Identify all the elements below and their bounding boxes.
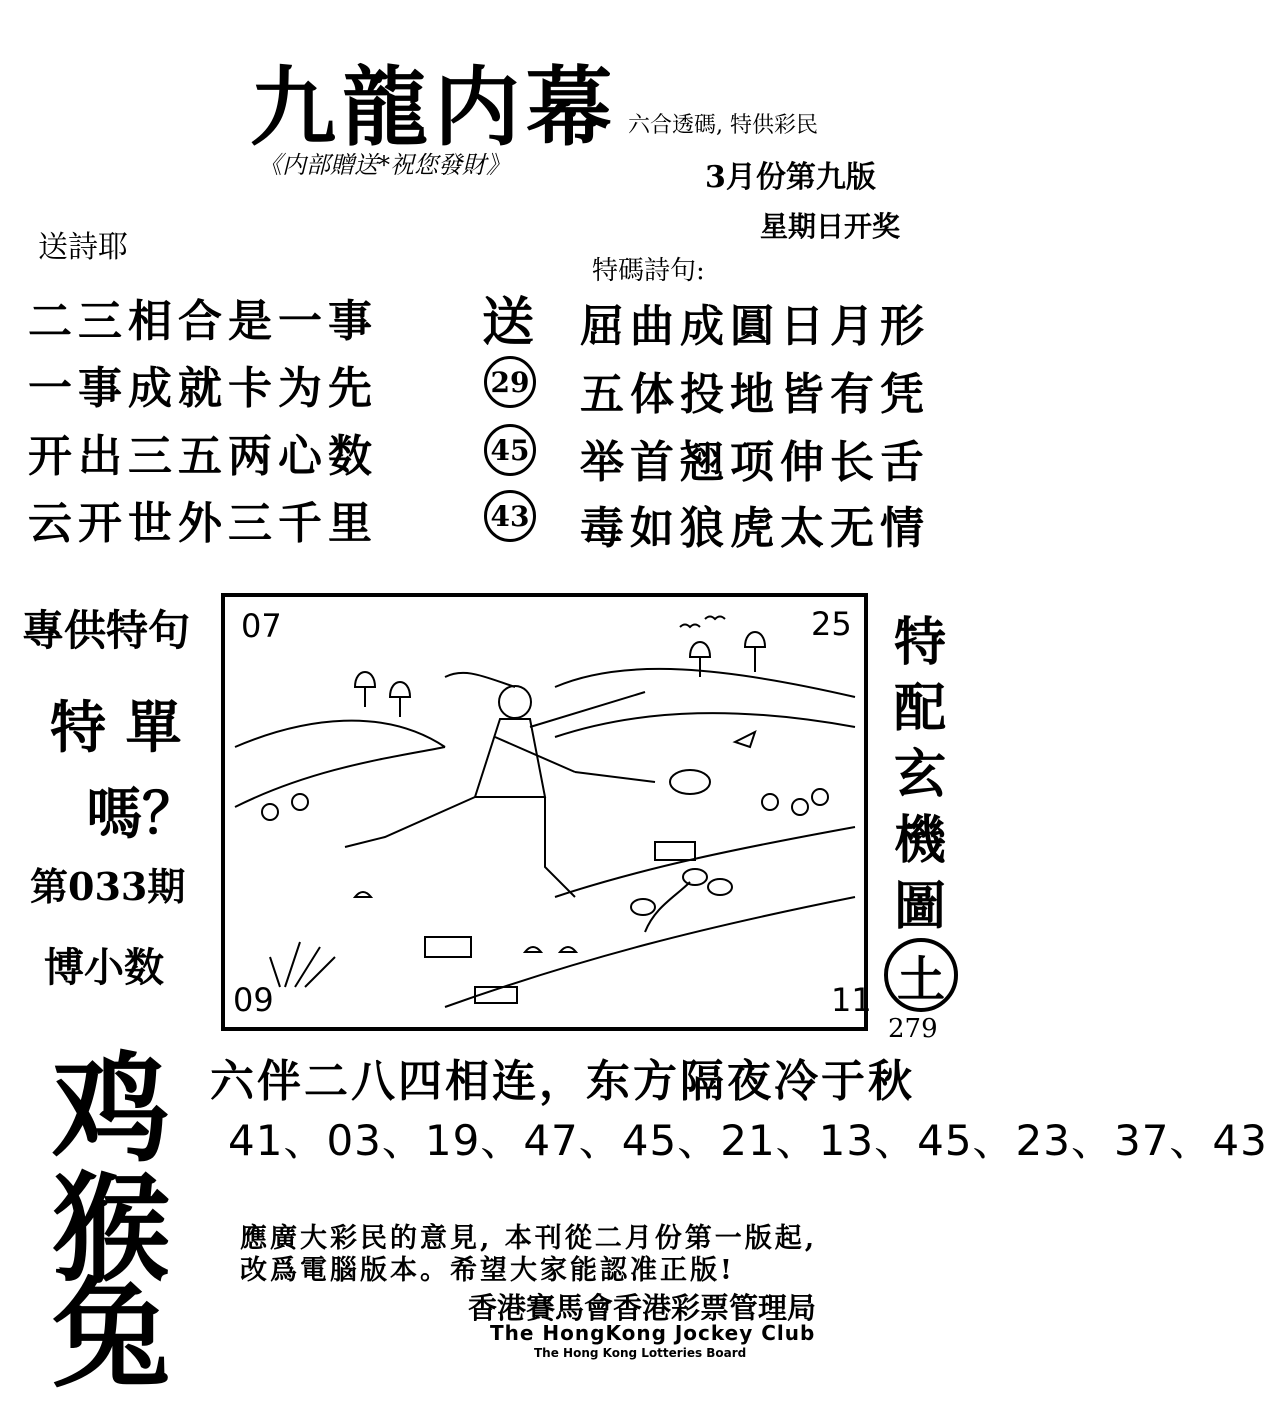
note-label: 博小数 [44,944,164,991]
badminton-illustration [225,597,864,1027]
special-poem-line: 屈曲成圓日月形 [580,301,930,352]
numbers-line: 41、03、19、47、45、21、13、45、23、37、43 [228,1116,1268,1165]
tagline: 六合透碼, 特供彩民 [628,113,818,138]
poem-line: 一事成就卡为先 [28,363,378,414]
corner-number: 07 [241,607,282,645]
vertical-char: 機 [893,810,946,871]
page-title: 九龍内幕 [250,57,618,158]
poem-line: 云开世外三千里 [28,498,378,549]
corner-number: 11 [831,981,872,1019]
number-circle: 29 [484,356,536,408]
special-poem-label: 特碼詩句: [592,256,705,286]
notice-line: 改爲電腦版本。希望大家能認准正版! [240,1255,735,1286]
special-heading: 專供特句 [22,606,191,655]
vertical-char: 配 [893,678,946,739]
number-circle: 45 [484,424,536,476]
vertical-title [890,610,950,940]
special-poem-line: 举首翘项伸长舌 [580,437,930,488]
banner-line: 六伴二八四相连，东方隔夜冷于秋 [210,1056,915,1107]
corner-number: 25 [811,605,852,643]
special-poem-line: 五体投地皆有凭 [580,369,930,420]
poem-label: 送詩耶 [38,230,128,265]
code-label: 279 [888,1014,938,1044]
org-name-en: The HongKong Jockey Club [490,1321,816,1345]
vertical-char: 圖 [893,876,946,937]
poem-line: 二三相合是一事 [28,296,378,347]
subtitle: 《内部贈送*祝您發財》 [258,151,510,179]
edition-label: 3月份第九版 [705,160,876,195]
animal-char: 鸡 [52,1039,171,1178]
send-char: 送 [482,292,535,353]
number-circle: 43 [484,490,536,542]
animal-char: 兔 [52,1265,171,1404]
special-poem-line: 毒如狼虎太无情 [580,503,930,554]
illustration-frame [221,593,872,1031]
corner-number: 09 [233,981,274,1019]
notice-line: 應廣大彩民的意見, 本刊從二月份第一版起, [240,1223,818,1254]
vertical-char: 玄 [893,744,946,805]
animal-char: 猴 [52,1159,171,1298]
special-line1: 特 單 [50,695,182,761]
poem-line: 开出三五两心数 [28,431,378,482]
special-line2: 嗎？ [86,781,198,847]
earth-circle: 土 [884,938,958,1012]
org-name-en-sub: The Hong Kong Lotteries Board [534,1346,747,1360]
vertical-char: 特 [893,612,946,673]
issue-label: 第033期 [30,864,186,909]
draw-day-label: 星期日开奖 [760,210,901,243]
org-name-cn: 香港賽馬會香港彩票管理局 [468,1291,817,1325]
